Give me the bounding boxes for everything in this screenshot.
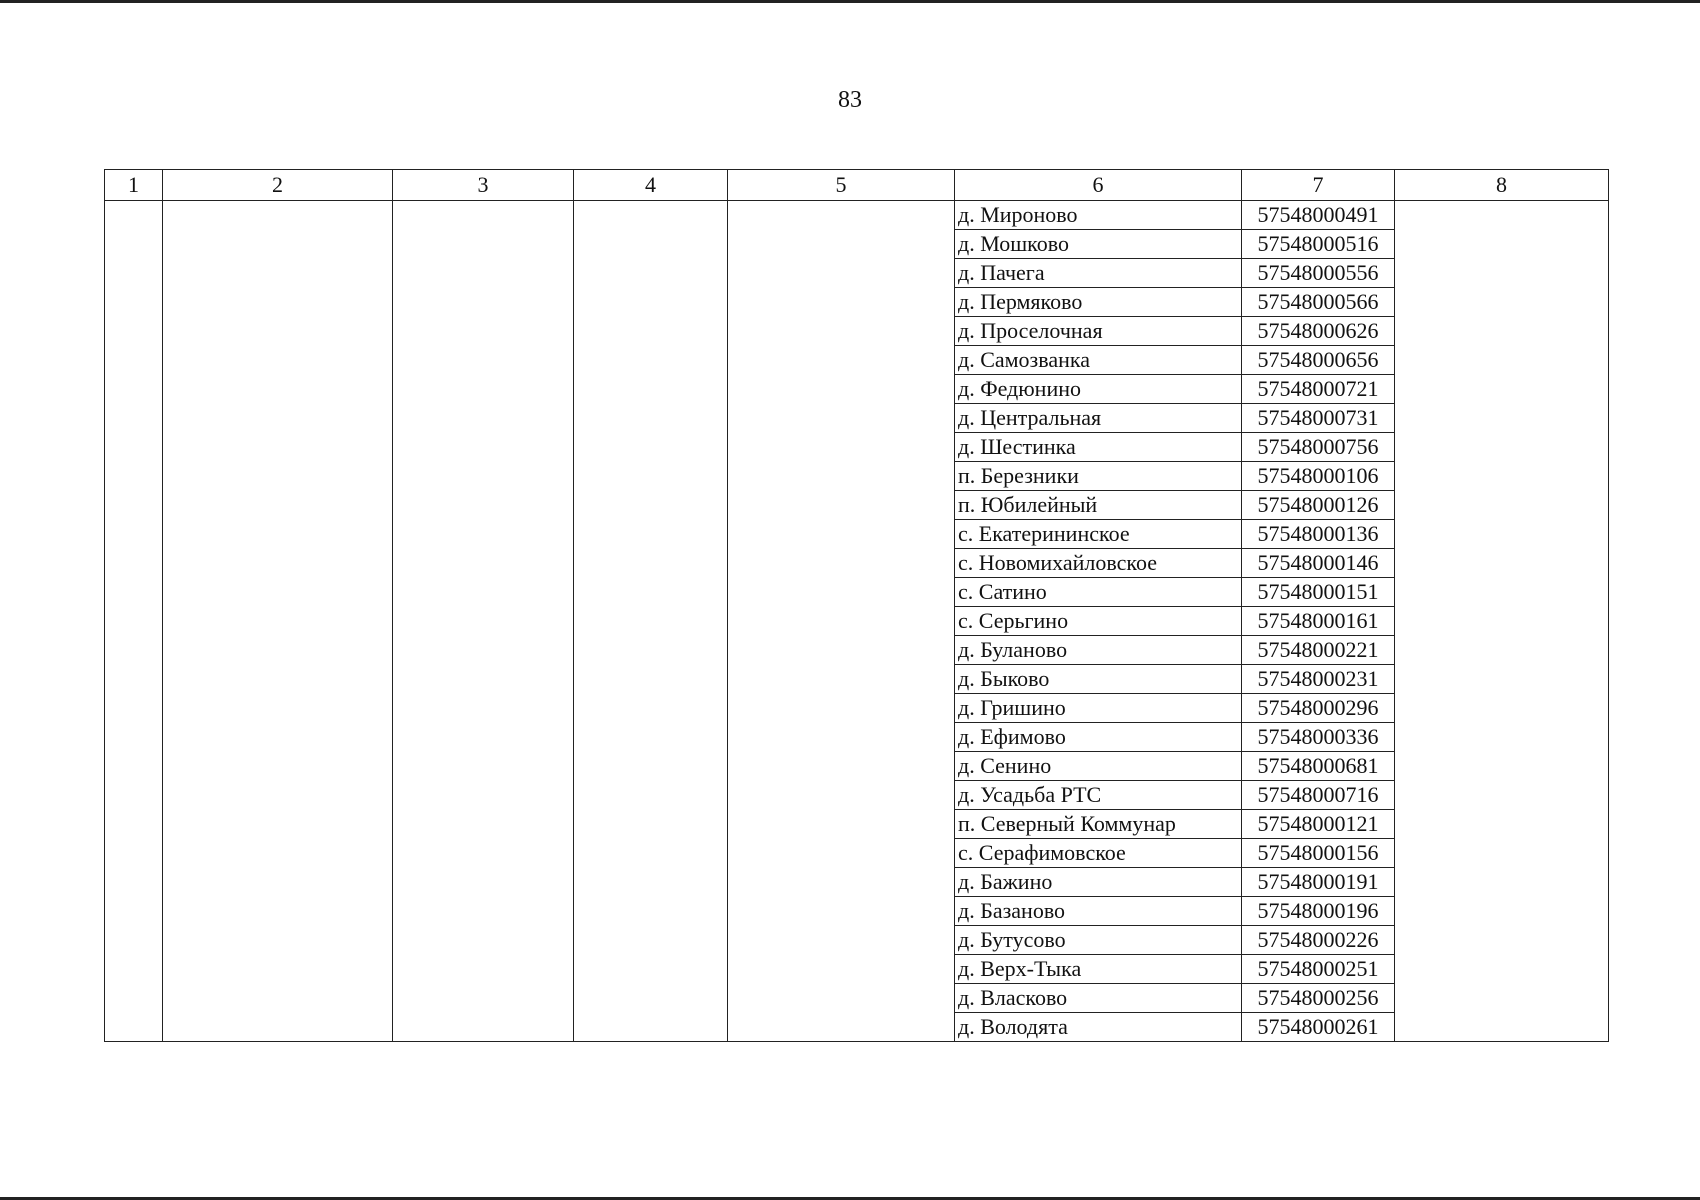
- settlement-name-cell: д. Пермяково: [955, 288, 1242, 317]
- settlement-code-cell: 57548000126: [1242, 491, 1395, 520]
- settlement-code-cell: 57548000556: [1242, 259, 1395, 288]
- column-header-4: 4: [574, 170, 728, 201]
- settlement-name-cell: д. Федюнино: [955, 375, 1242, 404]
- settlement-code-cell: 57548000221: [1242, 636, 1395, 665]
- settlement-name-cell: с. Новомихайловское: [955, 549, 1242, 578]
- column-header-2: 2: [163, 170, 393, 201]
- column-header-1: 1: [105, 170, 163, 201]
- column-2-empty-cell: [163, 201, 393, 1042]
- settlement-code-cell: 57548000161: [1242, 607, 1395, 636]
- settlement-code-cell: 57548000136: [1242, 520, 1395, 549]
- settlement-name-cell: д. Базаново: [955, 897, 1242, 926]
- settlement-name-cell: д. Власково: [955, 984, 1242, 1013]
- column-4-empty-cell: [574, 201, 728, 1042]
- settlement-name-cell: д. Самозванка: [955, 346, 1242, 375]
- column-header-8: 8: [1395, 170, 1609, 201]
- column-header-7: 7: [1242, 170, 1395, 201]
- settlement-name-cell: с. Серафимовское: [955, 839, 1242, 868]
- settlement-name-cell: д. Ефимово: [955, 723, 1242, 752]
- settlement-code-cell: 57548000681: [1242, 752, 1395, 781]
- table-body: [105, 201, 1609, 1042]
- settlement-name-cell: д. Усадьба РТС: [955, 781, 1242, 810]
- settlement-code-cell: 57548000516: [1242, 230, 1395, 259]
- settlement-name-cell: с. Сатино: [955, 578, 1242, 607]
- settlement-code-cell: 57548000196: [1242, 897, 1395, 926]
- settlement-code-cell: 57548000151: [1242, 578, 1395, 607]
- settlement-name-cell: д. Сенино: [955, 752, 1242, 781]
- settlement-code-cell: 57548000226: [1242, 926, 1395, 955]
- settlement-code-cell: 57548000261: [1242, 1013, 1395, 1042]
- settlement-code-cell: 57548000156: [1242, 839, 1395, 868]
- table-row: [105, 201, 1609, 230]
- page-number: 83: [838, 87, 862, 113]
- settlement-name-cell: п. Березники: [955, 462, 1242, 491]
- column-header-6: 6: [955, 170, 1242, 201]
- settlement-name-cell: п. Юбилейный: [955, 491, 1242, 520]
- settlement-name-cell: д. Мироново: [955, 201, 1242, 230]
- settlement-name-cell: с. Серьгино: [955, 607, 1242, 636]
- settlement-code-cell: 57548000191: [1242, 868, 1395, 897]
- settlement-code-cell: 57548000721: [1242, 375, 1395, 404]
- settlement-name-cell: д. Бутусово: [955, 926, 1242, 955]
- settlements-table: [104, 169, 1609, 1042]
- settlement-code-cell: 57548000336: [1242, 723, 1395, 752]
- column-header-5: 5: [728, 170, 955, 201]
- settlement-code-cell: 57548000231: [1242, 665, 1395, 694]
- column-header-3: 3: [393, 170, 574, 201]
- settlement-name-cell: п. Северный Коммунар: [955, 810, 1242, 839]
- settlement-name-cell: д. Центральная: [955, 404, 1242, 433]
- settlement-name-cell: с. Екатерининское: [955, 520, 1242, 549]
- settlement-name-cell: д. Володята: [955, 1013, 1242, 1042]
- column-1-empty-cell: [105, 201, 163, 1042]
- settlement-name-cell: д. Буланово: [955, 636, 1242, 665]
- settlement-code-cell: 57548000566: [1242, 288, 1395, 317]
- settlement-code-cell: 57548000121: [1242, 810, 1395, 839]
- settlement-code-cell: 57548000756: [1242, 433, 1395, 462]
- settlement-name-cell: д. Бажино: [955, 868, 1242, 897]
- column-8-empty-cell: [1395, 201, 1609, 1042]
- settlement-name-cell: д. Проселочная: [955, 317, 1242, 346]
- settlement-name-cell: д. Верх-Тыка: [955, 955, 1242, 984]
- page-top-border: [0, 0, 1700, 3]
- settlement-code-cell: 57548000731: [1242, 404, 1395, 433]
- settlement-code-cell: 57548000491: [1242, 201, 1395, 230]
- settlement-name-cell: д. Пачега: [955, 259, 1242, 288]
- settlement-name-cell: д. Быково: [955, 665, 1242, 694]
- settlement-code-cell: 57548000296: [1242, 694, 1395, 723]
- column-3-empty-cell: [393, 201, 574, 1042]
- settlement-code-cell: 57548000146: [1242, 549, 1395, 578]
- settlement-code-cell: 57548000656: [1242, 346, 1395, 375]
- settlement-name-cell: д. Мошково: [955, 230, 1242, 259]
- column-5-empty-cell: [728, 201, 955, 1042]
- settlement-code-cell: 57548000106: [1242, 462, 1395, 491]
- header-row: [105, 170, 1609, 201]
- settlement-name-cell: д. Гришино: [955, 694, 1242, 723]
- settlement-code-cell: 57548000256: [1242, 984, 1395, 1013]
- settlement-code-cell: 57548000716: [1242, 781, 1395, 810]
- settlement-code-cell: 57548000626: [1242, 317, 1395, 346]
- settlement-name-cell: д. Шестинка: [955, 433, 1242, 462]
- settlement-code-cell: 57548000251: [1242, 955, 1395, 984]
